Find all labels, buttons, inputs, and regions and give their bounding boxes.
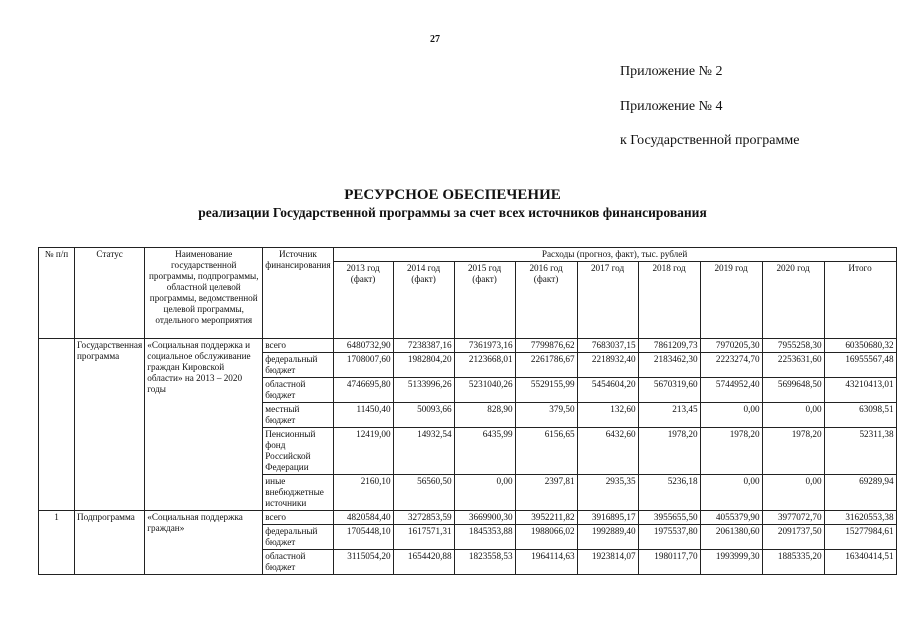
cell-value: 4746695,80 xyxy=(333,378,393,403)
cell-value: 7799876,62 xyxy=(515,339,577,353)
cell-value: 7361973,16 xyxy=(454,339,515,353)
header-row-1 xyxy=(39,248,897,262)
header-year: 2020 год xyxy=(762,262,824,339)
header-source: Источник финансирования xyxy=(263,248,333,339)
cell-value: 4055379,90 xyxy=(700,511,762,525)
cell-total: 31620553,38 xyxy=(824,511,896,525)
cell-value: 1823558,53 xyxy=(454,550,515,575)
cell-value: 5699648,50 xyxy=(762,378,824,403)
cell-value: 6432,60 xyxy=(577,428,638,475)
row-num: 1 xyxy=(39,511,75,575)
cell-total: 16340414,51 xyxy=(824,550,896,575)
cell-value: 2218932,40 xyxy=(577,353,638,378)
header-year: 2017 год xyxy=(577,262,638,339)
cell-value: 1988066,02 xyxy=(515,525,577,550)
cell-value: 7970205,30 xyxy=(700,339,762,353)
cell-value: 1923814,07 xyxy=(577,550,638,575)
cell-value: 1885335,20 xyxy=(762,550,824,575)
document-subtitle: реализации Государственной программы за счет всех источников финансирования xyxy=(198,205,707,220)
cell-value: 1708007,60 xyxy=(333,353,393,378)
cell-value: 1978,20 xyxy=(638,428,700,475)
cell-value: 5529155,99 xyxy=(515,378,577,403)
cell-value: 2261786,67 xyxy=(515,353,577,378)
cell-value: 14932,54 xyxy=(393,428,454,475)
cell-value: 2183462,30 xyxy=(638,353,700,378)
cell-value: 2061380,60 xyxy=(700,525,762,550)
cell-total: 16955567,48 xyxy=(824,353,896,378)
cell-value: 1978,20 xyxy=(700,428,762,475)
cell-value: 7955258,30 xyxy=(762,339,824,353)
cell-total: 43210413,01 xyxy=(824,378,896,403)
header-year: 2015 год (факт) xyxy=(454,262,515,339)
row-source: федеральный бюджет xyxy=(263,525,333,550)
row-source: иные внебюджетные источники xyxy=(263,475,333,511)
cell-value: 1980117,70 xyxy=(638,550,700,575)
cell-value: 2123668,01 xyxy=(454,353,515,378)
row-source: областной бюджет xyxy=(263,550,333,575)
row-source: всего xyxy=(263,511,333,525)
cell-value: 213,45 xyxy=(638,403,700,428)
appendix-line-1: Приложение № 2 xyxy=(620,64,723,79)
cell-value: 0,00 xyxy=(762,403,824,428)
row-status: Подпрограмма xyxy=(75,511,145,575)
cell-value: 1982804,20 xyxy=(393,353,454,378)
cell-value: 5744952,40 xyxy=(700,378,762,403)
cell-value: 0,00 xyxy=(700,403,762,428)
cell-value: 379,50 xyxy=(515,403,577,428)
cell-value: 4820584,40 xyxy=(333,511,393,525)
page-number: 27 xyxy=(430,34,440,45)
header-year: 2014 год (факт) xyxy=(393,262,454,339)
cell-value: 828,90 xyxy=(454,403,515,428)
cell-value: 1705448,10 xyxy=(333,525,393,550)
cell-value: 3977072,70 xyxy=(762,511,824,525)
cell-value: 11450,40 xyxy=(333,403,393,428)
cell-value: 1617571,31 xyxy=(393,525,454,550)
appendix-line-3: к Государственной программе xyxy=(620,133,800,148)
row-source: Пенсионный фонд Российской Федерации xyxy=(263,428,333,475)
cell-total: 63098,51 xyxy=(824,403,896,428)
cell-value: 6435,99 xyxy=(454,428,515,475)
cell-value: 5236,18 xyxy=(638,475,700,511)
cell-value: 1964114,63 xyxy=(515,550,577,575)
header-num: № п/п xyxy=(39,248,75,339)
cell-value: 1993999,30 xyxy=(700,550,762,575)
cell-value: 2091737,50 xyxy=(762,525,824,550)
row-num xyxy=(39,339,75,511)
cell-value: 7238387,16 xyxy=(393,339,454,353)
cell-value: 1654420,88 xyxy=(393,550,454,575)
cell-value: 0,00 xyxy=(454,475,515,511)
appendix-line-2: Приложение № 4 xyxy=(620,99,723,114)
resource-table xyxy=(38,247,897,575)
cell-value: 1845353,88 xyxy=(454,525,515,550)
document-title: РЕСУРСНОЕ ОБЕСПЕЧЕНИЕ xyxy=(344,187,561,203)
header-total: Итого xyxy=(824,262,896,339)
header-name: Наименование государственной программы, подпрограммы, областной целевой программы, ведомственной целевой программы, отдельного мероприятия xyxy=(145,248,263,339)
cell-value: 1978,20 xyxy=(762,428,824,475)
cell-total: 15277984,61 xyxy=(824,525,896,550)
cell-value: 7683037,15 xyxy=(577,339,638,353)
row-name: «Социальная поддержка граждан» xyxy=(145,511,263,575)
table-row xyxy=(39,511,897,525)
cell-value: 2160,10 xyxy=(333,475,393,511)
cell-value: 3916895,17 xyxy=(577,511,638,525)
header-status: Статус xyxy=(75,248,145,339)
row-source: областной бюджет xyxy=(263,378,333,403)
cell-value: 2223274,70 xyxy=(700,353,762,378)
header-year: 2013 год (факт) xyxy=(333,262,393,339)
header-expenses: Расходы (прогноз, факт), тыс. рублей xyxy=(333,248,896,262)
row-source: всего xyxy=(263,339,333,353)
cell-value: 6156,65 xyxy=(515,428,577,475)
cell-value: 6480732,90 xyxy=(333,339,393,353)
header-year: 2018 год xyxy=(638,262,700,339)
cell-total: 52311,38 xyxy=(824,428,896,475)
cell-value: 1992889,40 xyxy=(577,525,638,550)
cell-total: 60350680,32 xyxy=(824,339,896,353)
cell-value: 1975537,80 xyxy=(638,525,700,550)
row-name: «Социальная поддержка и социальное обслуживание граждан Кировской области» на 2013 – 2020 годы xyxy=(145,339,263,511)
cell-value: 5670319,60 xyxy=(638,378,700,403)
cell-value: 5454604,20 xyxy=(577,378,638,403)
cell-value: 5231040,26 xyxy=(454,378,515,403)
row-status: Государственная программа xyxy=(75,339,145,511)
cell-value: 5133996,26 xyxy=(393,378,454,403)
cell-total: 69289,94 xyxy=(824,475,896,511)
cell-value: 3955655,50 xyxy=(638,511,700,525)
cell-value: 7861209,73 xyxy=(638,339,700,353)
row-source: местный бюджет xyxy=(263,403,333,428)
header-year: 2019 год xyxy=(700,262,762,339)
header-year: 2016 год (факт) xyxy=(515,262,577,339)
cell-value: 3952211,82 xyxy=(515,511,577,525)
table-row xyxy=(39,339,897,353)
cell-value: 3272853,59 xyxy=(393,511,454,525)
cell-value: 50093,66 xyxy=(393,403,454,428)
row-source: федеральный бюджет xyxy=(263,353,333,378)
cell-value: 0,00 xyxy=(762,475,824,511)
cell-value: 12419,00 xyxy=(333,428,393,475)
cell-value: 56560,50 xyxy=(393,475,454,511)
cell-value: 2253631,60 xyxy=(762,353,824,378)
cell-value: 132,60 xyxy=(577,403,638,428)
cell-value: 3115054,20 xyxy=(333,550,393,575)
cell-value: 3669900,30 xyxy=(454,511,515,525)
cell-value: 2935,35 xyxy=(577,475,638,511)
cell-value: 0,00 xyxy=(700,475,762,511)
cell-value: 2397,81 xyxy=(515,475,577,511)
